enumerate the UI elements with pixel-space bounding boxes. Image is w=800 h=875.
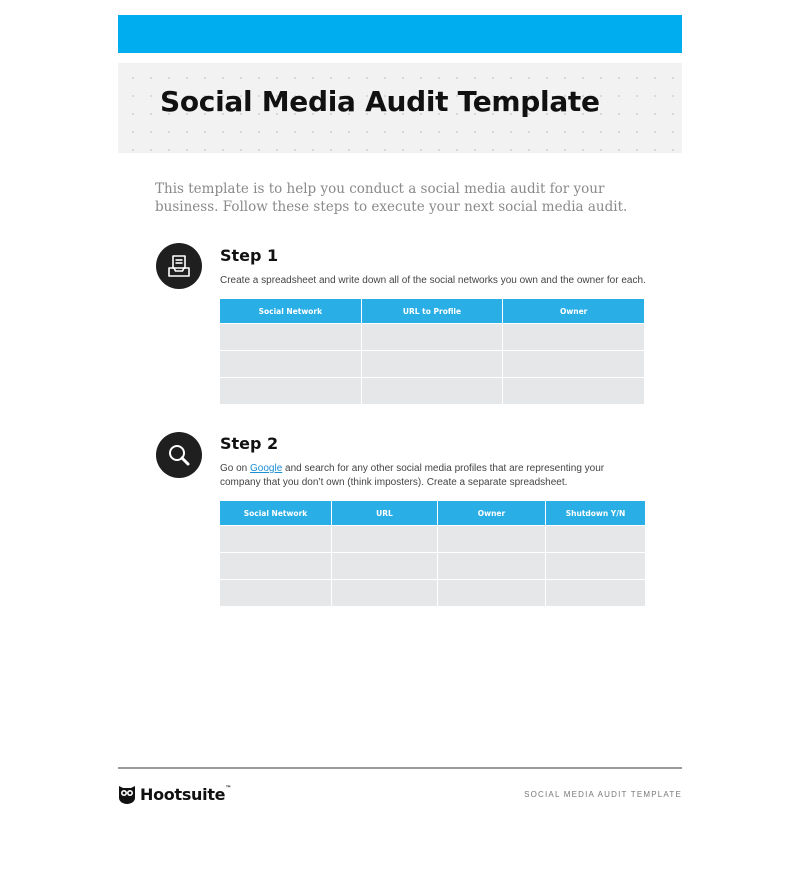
column-header-owner: Owner bbox=[438, 501, 546, 526]
table-cell[interactable] bbox=[546, 526, 646, 553]
table-cell[interactable] bbox=[361, 324, 503, 351]
magnifier-icon bbox=[156, 432, 202, 478]
table-header-row bbox=[220, 501, 646, 526]
table-row bbox=[220, 580, 646, 607]
table-cell[interactable] bbox=[438, 553, 546, 580]
footer-divider bbox=[118, 767, 682, 769]
table-cell[interactable] bbox=[503, 378, 645, 405]
step-1-table bbox=[219, 298, 645, 405]
table-cell[interactable] bbox=[332, 526, 438, 553]
header-accent-bar bbox=[118, 15, 682, 53]
table-header-row bbox=[220, 299, 645, 324]
column-header-social-network: Social Network bbox=[220, 501, 332, 526]
trademark-symbol: ™ bbox=[225, 784, 231, 792]
table-cell[interactable] bbox=[503, 324, 645, 351]
column-header-url-to-profile: URL to Profile bbox=[361, 299, 503, 324]
table-cell[interactable] bbox=[220, 553, 332, 580]
table-cell[interactable] bbox=[220, 378, 362, 405]
table-cell[interactable] bbox=[438, 526, 546, 553]
page-title: Social Media Audit Template bbox=[160, 85, 600, 118]
table-cell[interactable] bbox=[220, 324, 362, 351]
brand-text: Hootsuite bbox=[140, 784, 226, 804]
title-band bbox=[118, 63, 682, 153]
inbox-tray-icon bbox=[156, 243, 202, 289]
table-cell[interactable] bbox=[361, 378, 503, 405]
table-row bbox=[220, 351, 645, 378]
step-2-description bbox=[220, 462, 640, 490]
table-row bbox=[220, 526, 646, 553]
table-cell[interactable] bbox=[220, 580, 332, 607]
google-link[interactable]: Google bbox=[250, 463, 283, 474]
owl-icon bbox=[118, 784, 136, 804]
step-1-description: Create a spreadsheet and write down all of the social networks you own and the owner for each. bbox=[220, 275, 646, 286]
table-row bbox=[220, 553, 646, 580]
table-cell[interactable] bbox=[503, 351, 645, 378]
column-header-owner: Owner bbox=[503, 299, 645, 324]
column-header-social-network: Social Network bbox=[220, 299, 362, 324]
footer-label: SOCIAL MEDIA AUDIT TEMPLATE bbox=[524, 790, 682, 799]
intro-text: This template is to help you conduct a social media audit for your business. Follow these steps to execute your next social media audit. bbox=[155, 181, 628, 215]
table-cell[interactable] bbox=[361, 351, 503, 378]
step-2-table bbox=[219, 500, 646, 607]
table-cell[interactable] bbox=[332, 553, 438, 580]
step-2-description-start: Go on bbox=[220, 463, 251, 474]
brand-name bbox=[140, 785, 231, 804]
table-cell[interactable] bbox=[220, 351, 362, 378]
table-cell[interactable] bbox=[438, 580, 546, 607]
table-row bbox=[220, 324, 645, 351]
table-cell[interactable] bbox=[332, 580, 438, 607]
table-cell[interactable] bbox=[220, 526, 332, 553]
table-cell[interactable] bbox=[546, 553, 646, 580]
table-row bbox=[220, 378, 645, 405]
column-header-shutdown: Shutdown Y/N bbox=[546, 501, 646, 526]
table-cell[interactable] bbox=[546, 580, 646, 607]
step-1-title: Step 1 bbox=[220, 246, 279, 265]
column-header-url: URL bbox=[332, 501, 438, 526]
step-2-description-end: and search for any other social media profiles that are representing your company that you don’t own (think imposters). Create a separate spreadsheet. bbox=[220, 463, 605, 488]
hootsuite-logo bbox=[118, 784, 231, 804]
step-2-title: Step 2 bbox=[220, 434, 279, 453]
